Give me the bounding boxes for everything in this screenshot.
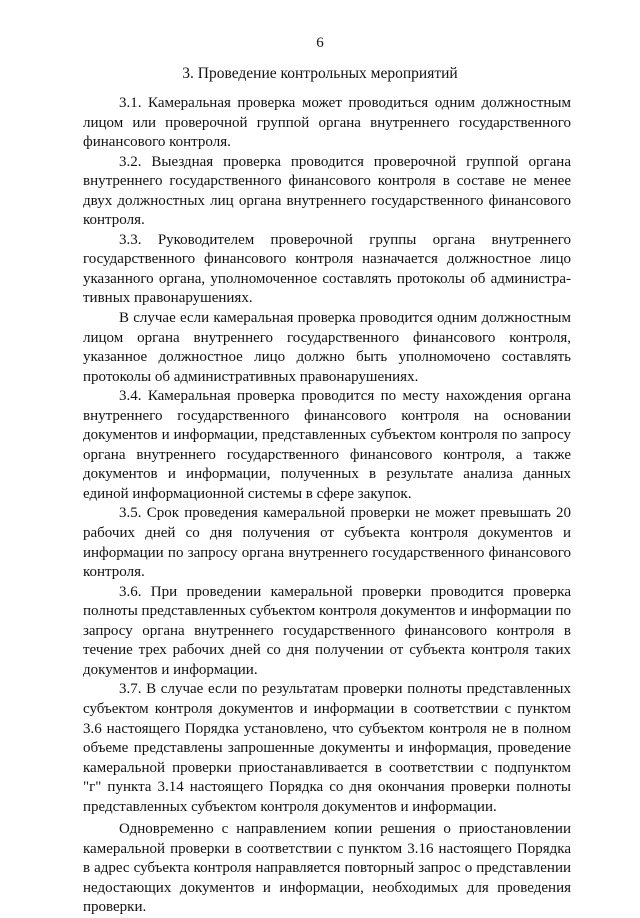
paragraph-3-3-continuation: В случае если камеральная проверка проводится одним должностным лицом органа внутреннего государственного финансового контроля, указанное должностное лицо должно быть уполномочено составлять протоколы об административных правонарушениях. xyxy=(83,310,571,385)
paragraph-3-7: 3.7. В случае если по результатам проверки полноты представленных субъектом контроля документов и информации в соответствии с пунктом 3.6 настоящего Порядка установлено, что субъектом контроля не в полном объеме представлены запрошенные документы и информация, проведение камеральной проверки приостанавливается в соответствии с подпунктом "г" пункта 3.14 настоящего Порядка со дня окончания проверки полноты представленных субъектом контроля документов и информации. xyxy=(83,681,571,815)
paragraph-3-6: 3.6. При проведении камеральной проверки проводится проверка полноты представленных субъектом контроля документов и информации по запросу органа внутреннего государственного финансового контроля в течение трех рабочих дней со дня получении от субъекта контроля таких документов и информации. xyxy=(83,583,571,678)
paragraph-3-7-continuation: Одновременно с направлением копии решения о приостановлении камеральной проверки в соответствии с пунктом 3.16 настоящего Порядка в адрес субъекта контроля направляется повторный запрос о представлении недостающих документов и информации, необходимых для проведения проверки. xyxy=(83,821,571,916)
paragraph-3-2: 3.2. Выездная проверка проводится проверочной группой органа внутреннего государственного финансового контроля в составе не менее двух должностных лиц органа внутреннего государственного финансового контроля. xyxy=(83,153,571,229)
page-number: 6 xyxy=(316,35,324,51)
paragraph-3-5: 3.5. Срок проведения камеральной проверки не может превышать 20 рабочих дней со дня получения от субъекта контроля документов и информации по запросу органа внутреннего государственного финансового контроля. xyxy=(83,505,571,581)
paragraph-3-1: 3.1. Камеральная проверка может проводиться одним должностным лицом или проверочной группой органа внутреннего государственного финансового контроля. xyxy=(83,95,571,151)
paragraph-3-4: 3.4. Камеральная проверка проводится по месту нахождения органа внутреннего государственного финансового контроля на основании документов и информации, представленных субъектом контроля по запросу органа внутреннего государственного финансового контроля, а также документов и информации, полученных в результате анализа данных единой информационной системы в сфере закупок. xyxy=(83,388,571,502)
document-body xyxy=(83,94,571,918)
paragraph-3-3: 3.3. Руководителем проверочной группы органа внутреннего государственного финансового контроля назначается должностное лицо указанного органа, уполномоченное составлять протоколы об административных правонарушениях. xyxy=(83,231,571,307)
section-title: 3. Проведение контрольных мероприятий xyxy=(182,65,458,82)
